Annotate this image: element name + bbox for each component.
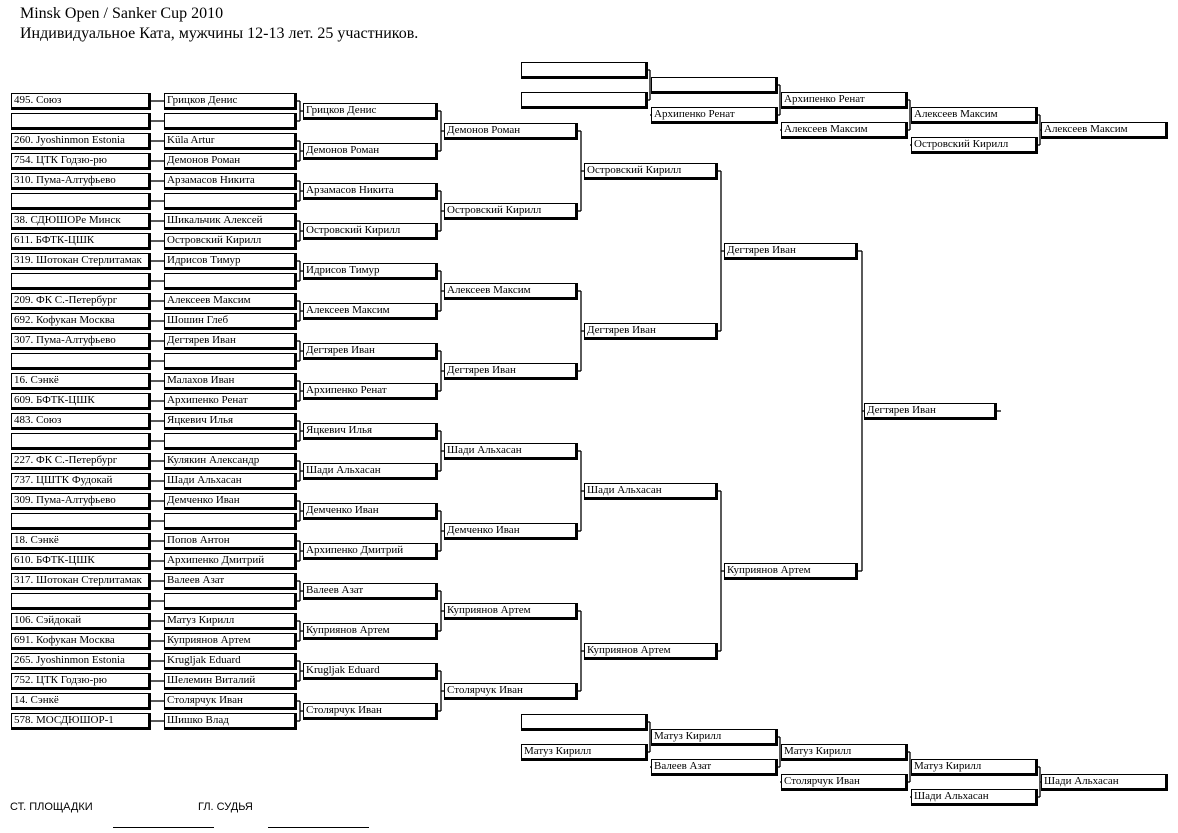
entry-text: Архипенко Дмитрий [167,554,265,566]
entry-text: 309. Пума-Алтуфьево [14,494,116,506]
entry-text: Валеев Азат [654,760,712,772]
bracket-round2-entry [303,143,438,160]
club-entry [11,393,151,410]
repechage-r2-entry [651,107,778,124]
entry-text: Островский Кирилл [587,164,682,176]
club-entry [11,453,151,470]
club-entry [11,313,151,330]
entry-text: Демонов Роман [447,124,521,136]
bracket-round2-entry [303,103,438,120]
club-entry [11,673,151,690]
entry-text: Krugljak Eduard [167,654,241,666]
entry-text: Попов Антон [167,534,230,546]
entry-text: Шади Альхасан [167,474,242,486]
entry-text: Грицков Денис [167,94,238,106]
entry-text: Островский Кирилл [447,204,542,216]
entry-text: Островский Кирилл [167,234,262,246]
entry-text: 14. Сэнкё [14,694,59,706]
entry-text: 692. Кофукан Москва [14,314,115,326]
entry-text: Архипенко Дмитрий [306,544,404,556]
entry-text: Шади Альхасан [587,484,662,496]
entry-text: Яцкевич Илья [167,414,234,426]
bracket-round2-entry [303,383,438,400]
repechage-winner-entry [1041,122,1168,139]
bracket-round5-entry [724,563,858,580]
entry-text: Куприянов Артем [587,644,671,656]
club-entry [11,93,151,110]
competitor-entry [164,673,297,690]
competitor-entry [164,433,297,450]
competitor-entry [164,233,297,250]
entry-text: 18. Сэнкё [14,534,59,546]
entry-text: 610. БФТК-ЦШК [14,554,95,566]
entry-text: Демченко Иван [167,494,240,506]
competitor-entry [164,453,297,470]
entry-text: Матуз Кирилл [654,730,722,742]
area-chief-label: СТ. ПЛОЩАДКИ [10,801,93,813]
club-entry [11,613,151,630]
competitor-entry [164,113,297,130]
repechage-r3-entry [781,122,908,139]
entry-text: Арзамасов Никита [167,174,255,186]
club-entry [11,633,151,650]
competitor-entry [164,173,297,190]
entry-text: Малахов Иван [167,374,235,386]
club-entry [11,573,151,590]
repechage-r4-entry [911,137,1038,154]
entry-text: Дегтярев Иван [167,334,236,346]
club-entry [11,173,151,190]
club-entry [11,373,151,390]
entry-text: Столярчук Иван [447,684,523,696]
repechage-winner-entry [1041,774,1168,791]
final-winner-entry [864,403,997,420]
club-entry [11,413,151,430]
bracket-round3-entry [444,523,578,540]
club-entry [11,473,151,490]
entry-text: Столярчук Иван [784,775,860,787]
competitor-entry [164,513,297,530]
entry-text: 483. Союз [14,414,62,426]
club-entry [11,193,151,210]
competitor-entry [164,573,297,590]
bracket-round2-entry [303,303,438,320]
club-entry [11,653,151,670]
competitor-entry [164,373,297,390]
entry-text: 16. Сэнкё [14,374,59,386]
entry-text: Валеев Азат [167,574,225,586]
club-entry [11,133,151,150]
entry-text: 495. Союз [14,94,62,106]
repechage-r2-entry [651,729,778,746]
bracket-round4-entry [584,323,718,340]
entry-text: Küla Artur [167,134,215,146]
club-entry [11,253,151,270]
club-entry [11,493,151,510]
entry-text: Шади Альхасан [1044,775,1119,787]
club-entry [11,533,151,550]
entry-text: Архипенко Ренат [784,93,865,105]
area-chief-signature-line [113,827,214,828]
entry-text: Демонов Роман [167,154,241,166]
entry-text: Шелемин Виталий [167,674,256,686]
entry-text: Куприянов Артем [727,564,811,576]
entry-text: 611. БФТК-ЦШК [14,234,95,246]
entry-text: Шошин Глеб [167,314,229,326]
bracket-round2-entry [303,343,438,360]
repechage-r1-entry [521,92,648,109]
entry-text: Алексеев Максим [447,284,531,296]
entry-text: Матуз Кирилл [167,614,235,626]
repechage-r4-entry [911,759,1038,776]
club-entry [11,513,151,530]
bracket-round3-entry [444,123,578,140]
entry-text: Шади Альхасан [914,790,989,802]
club-entry [11,153,151,170]
entry-text: Шади Альхасан [447,444,522,456]
entry-text: 754. ЦТК Годзю-рю [14,154,108,166]
entry-text: Алексеев Максим [914,108,998,120]
entry-text: Кулякин Александр [167,454,260,466]
competitor-entry [164,693,297,710]
entry-text: Шикальчик Алексей [167,214,263,226]
competitor-entry [164,653,297,670]
entry-text: Грицков Денис [306,104,377,116]
repechage-r2-entry [651,759,778,776]
entry-text: 317. Шотокан Стерлитамак [14,574,142,586]
repechage-r1-entry [521,714,648,731]
entry-text: Алексеев Максим [306,304,390,316]
entry-text: Островский Кирилл [306,224,401,236]
competitor-entry [164,333,297,350]
entry-text: 260. Jyoshinmon Estonia [14,134,125,146]
entry-text: Столярчук Иван [167,694,243,706]
entry-text: 265. Jyoshinmon Estonia [14,654,125,666]
entry-text: Островский Кирилл [914,138,1009,150]
repechage-r3-entry [781,744,908,761]
entry-text: Дегтярев Иван [867,404,936,416]
competitor-entry [164,273,297,290]
bracket-round2-entry [303,463,438,480]
entry-text: Алексеев Максим [784,123,868,135]
entry-text: Архипенко Ренат [306,384,387,396]
club-entry [11,553,151,570]
entry-text: 209. ФК С.-Петербург [14,294,118,306]
entry-text: 691. Кофукан Москва [14,634,115,646]
entry-text: 319. Шотокан Стерлитамак [14,254,142,266]
entry-text: Куприянов Артем [447,604,531,616]
entry-text: Столярчук Иван [306,704,382,716]
competitor-entry [164,593,297,610]
bracket-round4-entry [584,163,718,180]
bracket-round2-entry [303,423,438,440]
entry-text: Архипенко Ренат [654,108,735,120]
competitor-entry [164,413,297,430]
entry-text: Алексеев Максим [167,294,251,306]
bracket-round3-entry [444,203,578,220]
entry-text: 609. БФТК-ЦШК [14,394,95,406]
entry-text: 106. Сэйдокай [14,614,82,626]
competitor-entry [164,633,297,650]
entry-text: Дегтярев Иван [587,324,656,336]
competitor-entry [164,253,297,270]
competitor-entry [164,613,297,630]
entry-text: 752. ЦТК Годзю-рю [14,674,108,686]
entry-text: Демонов Роман [306,144,380,156]
repechage-r3-entry [781,774,908,791]
bracket-round3-entry [444,283,578,300]
bracket-round2-entry [303,663,438,680]
entry-text: Дегтярев Иван [447,364,516,376]
entry-text: Идрисов Тимур [306,264,380,276]
repechage-r1-entry [521,62,648,79]
competitor-entry [164,533,297,550]
entry-text: Архипенко Ренат [167,394,248,406]
competitor-entry [164,153,297,170]
repechage-r1-entry [521,744,648,761]
entry-text: Куприянов Артем [306,624,390,636]
entry-text: Матуз Кирилл [524,745,592,757]
bracket-round3-entry [444,603,578,620]
club-entry [11,233,151,250]
bracket-round2-entry [303,703,438,720]
club-entry [11,333,151,350]
bracket-round5-entry [724,243,858,260]
competitor-entry [164,313,297,330]
competitor-entry [164,393,297,410]
club-entry [11,113,151,130]
club-entry [11,353,151,370]
bracket-round4-entry [584,643,718,660]
club-entry [11,593,151,610]
entry-text: Шади Альхасан [306,464,381,476]
page-title: Minsk Open / Sanker Cup 2010 [20,5,224,22]
entry-text: Демченко Иван [447,524,520,536]
entry-text: Куприянов Артем [167,634,251,646]
bracket-round2-entry [303,543,438,560]
entry-text: Яцкевич Илья [306,424,373,436]
competitor-entry [164,213,297,230]
bracket-round2-entry [303,583,438,600]
entry-text: Krugljak Eduard [306,664,380,676]
head-judge-signature-line [268,827,369,828]
competitor-entry [164,493,297,510]
entry-text: 737. ЦШТК Фудокай [14,474,113,486]
bracket-round4-entry [584,483,718,500]
entry-text: Алексеев Максим [1044,123,1128,135]
repechage-r4-entry [911,107,1038,124]
entry-text: Арзамасов Никита [306,184,394,196]
entry-text: 310. Пума-Алтуфьево [14,174,116,186]
entry-text: 38. СДЮШОРe Минск [14,214,121,226]
club-entry [11,213,151,230]
repechage-r3-entry [781,92,908,109]
competitor-entry [164,293,297,310]
page-subtitle: Индивидуальное Ката, мужчины 12-13 лет. 25 участников. [20,25,419,42]
bracket-round2-entry [303,623,438,640]
entry-text: Дегтярев Иван [727,244,796,256]
club-entry [11,293,151,310]
entry-text: Шишко Влад [167,714,229,726]
competitor-entry [164,713,297,730]
competitor-entry [164,353,297,370]
competitor-entry [164,133,297,150]
repechage-r2-entry [651,77,778,94]
entry-text: Матуз Кирилл [914,760,982,772]
competitor-entry [164,193,297,210]
entry-text: Матуз Кирилл [784,745,852,757]
bracket-round3-entry [444,443,578,460]
club-entry [11,273,151,290]
bracket-round2-entry [303,183,438,200]
bracket-round3-entry [444,683,578,700]
competitor-entry [164,93,297,110]
bracket-round2-entry [303,223,438,240]
entry-text: Валеев Азат [306,584,364,596]
entry-text: 227. ФК С.-Петербург [14,454,118,466]
bracket-round2-entry [303,263,438,280]
entry-text: 578. МОСДЮШОР-1 [14,714,114,726]
bracket-round3-entry [444,363,578,380]
club-entry [11,433,151,450]
entry-text: Дегтярев Иван [306,344,375,356]
competitor-entry [164,553,297,570]
competitor-entry [164,473,297,490]
club-entry [11,693,151,710]
entry-text: 307. Пума-Алтуфьево [14,334,116,346]
head-judge-label: ГЛ. СУДЬЯ [198,801,253,813]
bracket-round2-entry [303,503,438,520]
entry-text: Идрисов Тимур [167,254,241,266]
entry-text: Демченко Иван [306,504,379,516]
club-entry [11,713,151,730]
repechage-r4-entry [911,789,1038,806]
